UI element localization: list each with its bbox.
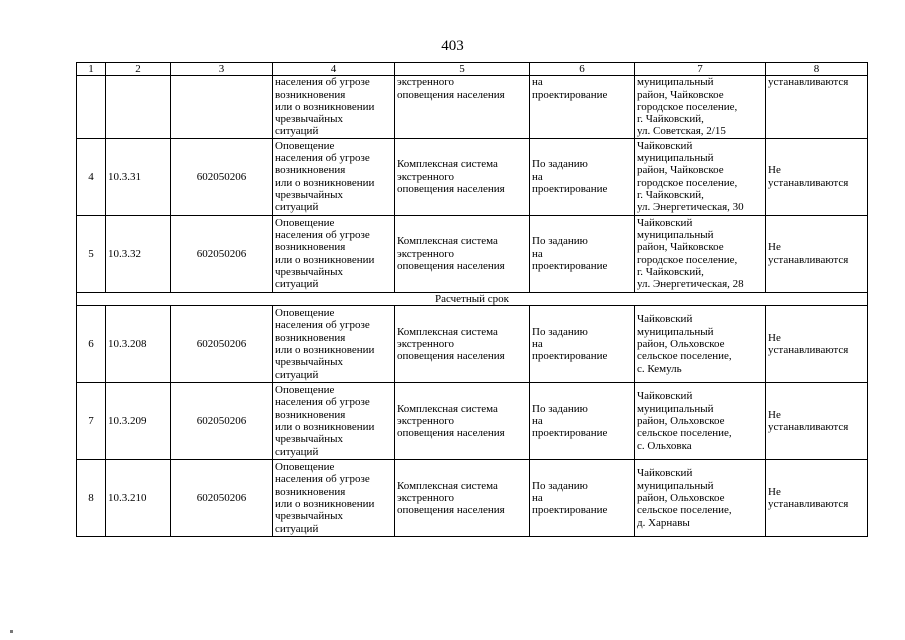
cell-number: 602050206: [171, 138, 273, 215]
cell-basis: По заданию на проектирование: [530, 306, 635, 383]
cell-zones: Не устанавливаются: [766, 460, 868, 537]
cell-code: 10.3.210: [106, 460, 171, 537]
header-cell: 1: [77, 63, 106, 76]
cell-name: экстренного оповещения населения: [395, 76, 530, 138]
cell-code: [106, 76, 171, 138]
cell-name: Комплексная система экстренного оповещения населения: [395, 138, 530, 215]
header-row: [77, 63, 868, 76]
rows-group-existing: [77, 138, 868, 292]
page-number: 403: [441, 38, 464, 54]
cell-location: Чайковский муниципальный район, Ольховское сельское поселение, д. Харнавы: [635, 460, 766, 537]
cell-zones: Не устанавливаются: [766, 138, 868, 215]
cell-number: 602050206: [171, 383, 273, 460]
cell-location: Чайковский муниципальный район, Чайковское городское поселение, г. Чайковский, ул. Энергетическая, 28: [635, 215, 766, 292]
header-cell: 3: [171, 63, 273, 76]
table-row: [77, 306, 868, 383]
cell-purpose: Оповещение населения об угрозе возникновения или о возникновении чрезвычайных ситуаций: [273, 215, 395, 292]
cell-name: Комплексная система экстренного оповещения населения: [395, 460, 530, 537]
section-row: [77, 292, 868, 305]
header-cell: 4: [273, 63, 395, 76]
cell-index: 5: [77, 215, 106, 292]
cell-zones: устанавливаются: [766, 76, 868, 138]
cell-text: населения об угрозе возникновения или о возникновении чрезвычайных ситуаций: [275, 76, 375, 138]
cell-zones: Не устанавливаются: [766, 215, 868, 292]
cell-zones: Не устанавливаются: [766, 383, 868, 460]
cell-code: 10.3.209: [106, 383, 171, 460]
cell-zones: Не устанавливаются: [766, 306, 868, 383]
cell-location: Чайковский муниципальный район, Ольховское сельское поселение, с. Кемуль: [635, 306, 766, 383]
cell-index: [77, 76, 106, 138]
cell-basis: на проектирование: [530, 76, 635, 138]
section-title: Расчетный срок: [77, 292, 868, 305]
table-row: [77, 138, 868, 215]
cell-index: 7: [77, 383, 106, 460]
cell-basis: По заданию на проектирование: [530, 138, 635, 215]
cell-purpose: [273, 76, 395, 138]
header-cell: 6: [530, 63, 635, 76]
cell-basis: По заданию на проектирование: [530, 383, 635, 460]
cell-number: 602050206: [171, 306, 273, 383]
cell-basis: По заданию на проектирование: [530, 460, 635, 537]
cell-purpose: Оповещение населения об угрозе возникновения или о возникновении чрезвычайных ситуаций: [273, 306, 395, 383]
cell-number: [171, 76, 273, 138]
cell-purpose: Оповещение населения об угрозе возникновения или о возникновении чрезвычайных ситуаций: [273, 383, 395, 460]
table-row: [77, 383, 868, 460]
rows-group-estimated: [77, 306, 868, 537]
cell-location: муниципальный район, Чайковское городское поселение, г. Чайковский, ул. Советская, 2/15: [635, 76, 766, 138]
cell-basis: По заданию на проектирование: [530, 215, 635, 292]
cell-name: Комплексная система экстренного оповещения населения: [395, 383, 530, 460]
table-row: [77, 215, 868, 292]
cell-location: Чайковский муниципальный район, Ольховское сельское поселение, с. Ольховка: [635, 383, 766, 460]
cell-code: 10.3.31: [106, 138, 171, 215]
objects-table: [76, 62, 868, 537]
header-cell: 7: [635, 63, 766, 76]
cell-purpose: Оповещение населения об угрозе возникновения или о возникновении чрезвычайных ситуаций: [273, 460, 395, 537]
cell-name: Комплексная система экстренного оповещения населения: [395, 215, 530, 292]
cell-index: 4: [77, 138, 106, 215]
cell-code: 10.3.32: [106, 215, 171, 292]
cell-location: Чайковский муниципальный район, Чайковское городское поселение, г. Чайковский, ул. Энергетическая, 30: [635, 138, 766, 215]
cell-number: 602050206: [171, 215, 273, 292]
cell-number: 602050206: [171, 460, 273, 537]
cell-name: Комплексная система экстренного оповещения населения: [395, 306, 530, 383]
continued-row: [77, 76, 868, 138]
table-row: [77, 460, 868, 537]
header-cell: 8: [766, 63, 868, 76]
cell-index: 6: [77, 306, 106, 383]
cell-purpose: Оповещение населения об угрозе возникновения или о возникновении чрезвычайных ситуаций: [273, 138, 395, 215]
cell-code: 10.3.208: [106, 306, 171, 383]
scan-speck: [10, 630, 13, 633]
cell-index: 8: [77, 460, 106, 537]
header-cell: 5: [395, 63, 530, 76]
header-cell: 2: [106, 63, 171, 76]
